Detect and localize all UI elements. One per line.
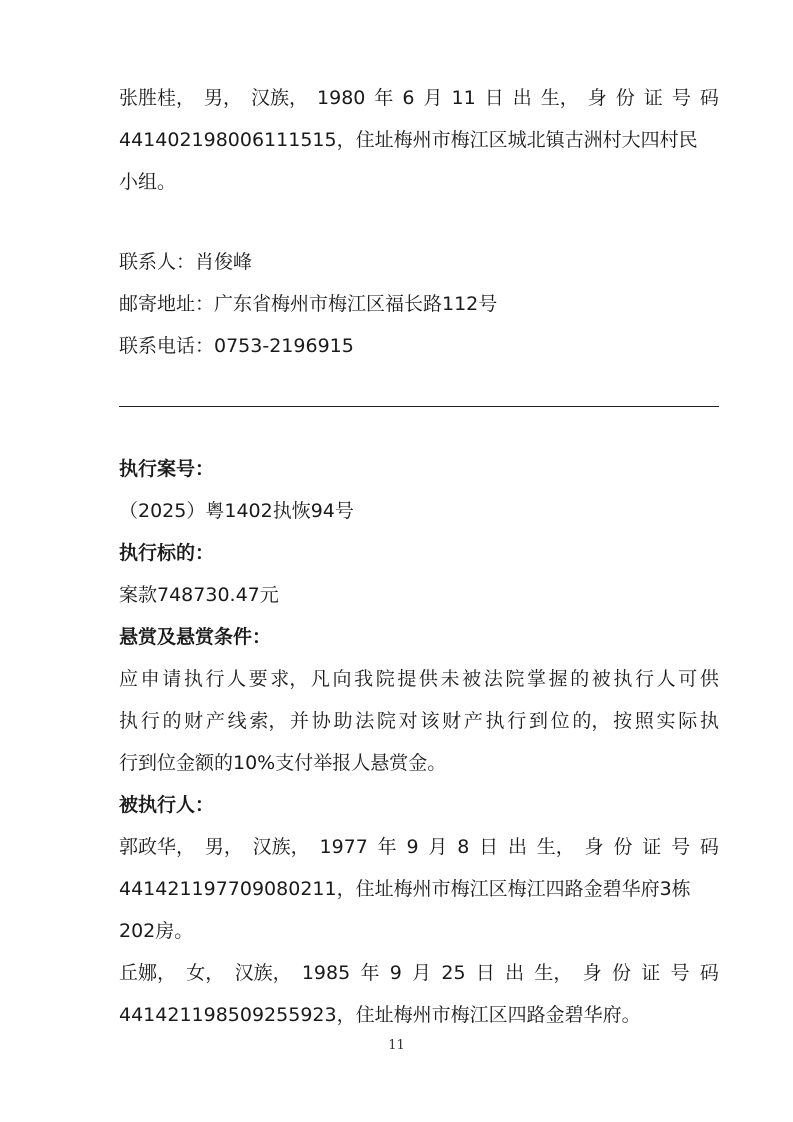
text-segment: 按 [613,710,633,732]
text-segment: 行 [635,668,655,690]
mailing-address: 邮寄地址：广东省梅州市梅江区福长路112号 [119,293,498,315]
text-segment: 并 [290,710,310,732]
text-segment: 线 [227,710,247,732]
text-segment: 协 [311,710,331,732]
text-segment: 供 [418,668,438,690]
text-segment: 向 [332,668,352,690]
party-line-1 [119,84,719,112]
subject-value: 案款748730.47元 [119,584,279,606]
text-segment: 的， [572,710,611,732]
text-segment: 法 [483,668,503,690]
person1-line-3: 202房。 [119,920,194,942]
text-segment: 请 [162,668,182,690]
text-segment: 生， [540,87,579,109]
executed-persons-heading: 被执行人： [119,794,215,816]
reward-heading: 悬赏及悬赏条件： [119,626,272,648]
reward-line-2 [119,707,719,735]
text-segment: 该 [420,710,440,732]
text-segment: 1977 [319,836,368,858]
text-segment: 财 [184,710,204,732]
text-segment: 到 [528,710,548,732]
text-segment: 院 [375,668,395,690]
text-segment: 证 [642,836,662,858]
text-segment: 月 [412,962,432,984]
text-segment: 11 [451,87,476,109]
text-segment: 位 [550,710,570,732]
text-segment: 产 [463,710,483,732]
text-segment: 我 [354,668,374,690]
text-segment: 人 [227,668,247,690]
text-segment: 码 [699,962,719,984]
case-number-heading: 执行案号： [119,458,215,480]
text-segment: 号 [671,836,691,858]
text-segment: 未 [440,668,460,690]
text-segment: 要 [248,668,268,690]
text-segment: 丘娜， [119,962,177,984]
text-segment: 年 [377,836,397,858]
text-segment: 日 [479,836,499,858]
text-segment: 郭政华， [119,836,196,858]
party-line-3: 小组。 [119,171,177,193]
text-segment: 执 [119,710,139,732]
text-segment: 份 [615,87,635,109]
text-segment: 张胜桂， [119,87,196,109]
text-segment: 被 [591,668,611,690]
text-segment: 生， [536,836,575,858]
text-segment: 的 [570,668,590,690]
text-segment: 9 [389,962,402,984]
section-divider [119,406,719,407]
text-segment: 求， [270,668,309,690]
text-segment: 身 [584,836,604,858]
text-segment: 身 [582,962,602,984]
text-segment: 可 [678,668,698,690]
text-segment: 索， [249,710,288,732]
text-segment: 院 [505,668,525,690]
text-segment: 码 [699,836,719,858]
text-segment: 年 [360,962,380,984]
text-segment: 行 [205,668,225,690]
text-segment: 份 [611,962,631,984]
text-segment: 应 [119,668,139,690]
text-segment: 产 [205,710,225,732]
text-segment: 法 [355,710,375,732]
text-segment: 年 [374,87,394,109]
text-segment: 被 [462,668,482,690]
text-segment: 汉族， [252,836,310,858]
text-segment: 执 [613,668,633,690]
text-segment: 生， [534,962,573,984]
text-segment: 财 [442,710,462,732]
text-segment: 女， [186,962,225,984]
text-segment: 提 [397,668,417,690]
text-segment: 照 [634,710,654,732]
text-segment: 号 [671,87,691,109]
text-segment: 院 [376,710,396,732]
text-segment: 出 [505,962,525,984]
text-segment: 号 [670,962,690,984]
person2-line-2: 441421198509255923，住址梅州市梅江区四路金碧华府。 [119,1004,641,1026]
text-segment: 男， [204,836,243,858]
text-segment: 汉族， [251,87,309,109]
text-segment: 申 [140,668,160,690]
page-number: 11 [388,1038,405,1053]
text-segment: 日 [475,962,495,984]
reward-line-3: 行到位金额的10%支付举报人悬赏金。 [119,752,447,774]
text-segment: 掌 [526,668,546,690]
text-segment: 凡 [310,668,330,690]
text-segment: 月 [428,836,448,858]
text-segment: 的 [162,710,182,732]
text-segment: 1985 [301,962,351,984]
person1-line-2: 441421197709080211，住址梅州市梅江区梅江四路金碧华府3栋 [119,878,691,900]
text-segment: 助 [333,710,353,732]
text-segment: 人 [656,668,676,690]
text-segment: 8 [457,836,470,858]
text-segment: 月 [423,87,443,109]
text-segment: 日 [484,87,504,109]
text-segment: 汉族， [234,962,292,984]
person1-line-1 [119,833,719,861]
contact-phone: 联系电话：0753-2196915 [119,335,354,357]
text-segment: 出 [512,87,532,109]
text-segment: 行 [507,710,527,732]
text-segment: 握 [548,668,568,690]
text-segment: 执 [699,710,719,732]
text-segment: 供 [699,668,719,690]
case-number-value: （2025）粤1402执恢94号 [119,500,354,522]
text-segment: 际 [678,710,698,732]
text-segment: 码 [699,87,719,109]
text-segment: 执 [485,710,505,732]
party-line-2: 441402198006111515，住址梅州市梅江区城北镇古洲村大四村民 [119,129,698,151]
text-segment: 25 [441,962,466,984]
text-segment: 执 [183,668,203,690]
text-segment: 9 [406,836,419,858]
person2-line-1 [119,959,719,987]
text-segment: 出 [507,836,527,858]
text-segment: 身 [587,87,607,109]
text-segment: 行 [140,710,160,732]
text-segment: 对 [398,710,418,732]
text-segment: 男， [204,87,243,109]
text-segment: 份 [613,836,633,858]
reward-line-1 [119,665,719,693]
text-segment: 证 [641,962,661,984]
text-segment: 6 [402,87,415,109]
text-segment: 实 [656,710,676,732]
text-segment: 证 [643,87,663,109]
subject-heading: 执行标的： [119,542,215,564]
contact-person: 联系人：肖俊峰 [119,251,253,273]
text-segment: 1980 [317,87,366,109]
